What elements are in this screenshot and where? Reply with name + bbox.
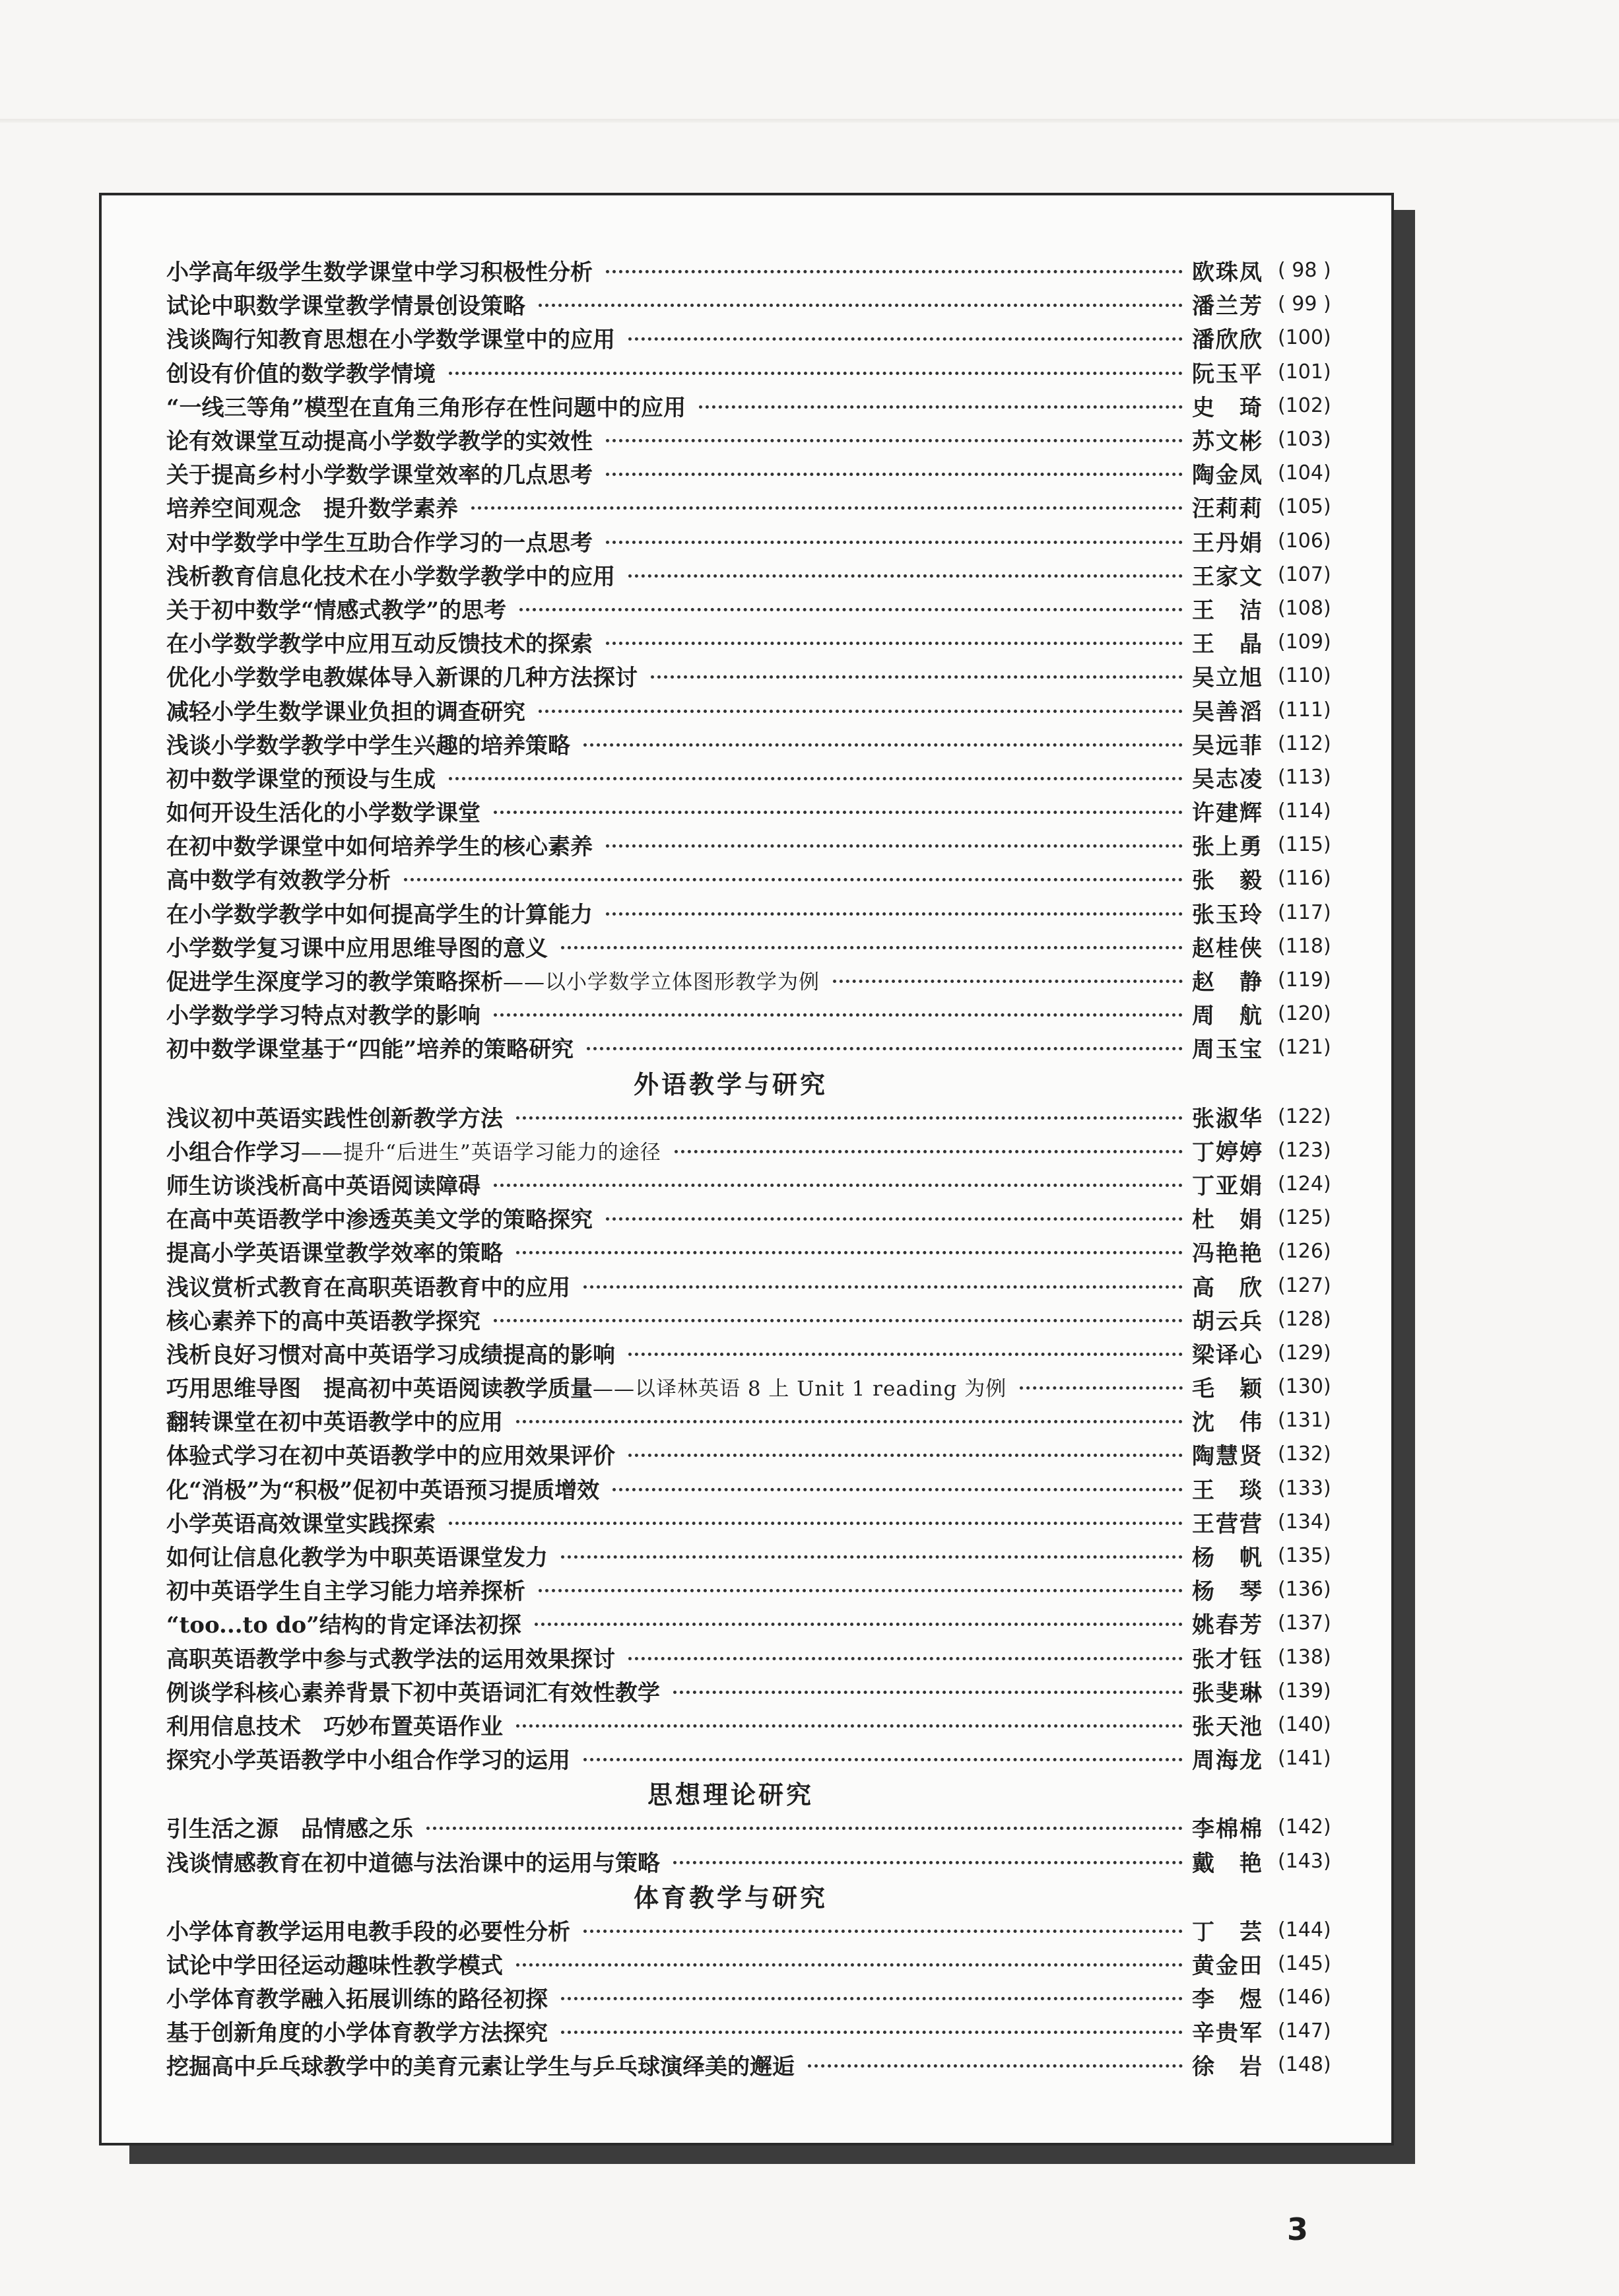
entry-author: 冯艳艳 [1192, 1240, 1263, 1267]
dot-leader [833, 980, 1183, 983]
entry-page: ( 98 ) [1278, 259, 1331, 283]
toc-entry [166, 692, 1335, 726]
entry-title: 探究小学英语教学中小组合作学习的运用 [166, 1747, 570, 1774]
entry-title: “一线三等角”模型在直角三角形存在性问题中的应用 [166, 394, 686, 421]
dot-leader [1020, 1386, 1183, 1390]
toc-entry [166, 1268, 1335, 1302]
entry-title: 巧用思维导图 提高初中英语阅读教学质量 [166, 1376, 593, 1403]
dot-leader [535, 1623, 1183, 1626]
dot-leader [494, 1013, 1183, 1017]
entry-author: 戴 艳 [1192, 1850, 1263, 1877]
dot-leader [561, 946, 1183, 949]
dot-leader [606, 473, 1183, 476]
dot-leader [494, 1319, 1183, 1322]
entry-author: 苏文彬 [1192, 428, 1263, 456]
toc-entry [166, 1708, 1335, 1741]
entry-page: (125) [1278, 1206, 1331, 1230]
entry-title: 减轻小学生数学课业负担的调查研究 [166, 698, 525, 726]
entry-title: 在小学数学教学中如何提高学生的计算能力 [166, 901, 593, 928]
entry-title: 例谈学科核心素养背景下初中英语词汇有效性教学 [166, 1679, 660, 1706]
toc-entry [166, 558, 1335, 591]
entry-author: 吴立旭 [1192, 665, 1263, 692]
table-of-contents [166, 253, 1335, 2082]
entry-page: (145) [1278, 1951, 1331, 1975]
entry-page: (147) [1278, 2019, 1331, 2043]
entry-page: (116) [1278, 867, 1331, 891]
dot-leader [561, 1997, 1183, 2000]
entry-page: (138) [1278, 1645, 1331, 1669]
entry-page: (130) [1278, 1375, 1331, 1399]
entry-page: (114) [1278, 799, 1331, 823]
dot-leader [673, 1861, 1183, 1864]
toc-entry [166, 1167, 1335, 1201]
entry-author: 张上勇 [1192, 834, 1263, 861]
toc-entry [166, 1234, 1335, 1268]
entry-author: 辛贵军 [1192, 2020, 1263, 2047]
entry-page: (132) [1278, 1442, 1331, 1466]
entry-title: 促进学生深度学习的教学策略探析 [166, 969, 503, 996]
entry-author: 毛 颖 [1192, 1376, 1263, 1403]
entry-author: 周 航 [1192, 1003, 1263, 1030]
entry-page: (141) [1278, 1747, 1331, 1771]
entry-page: (126) [1278, 1240, 1331, 1264]
entry-title: 在初中数学课堂中如何培养学生的核心素养 [166, 834, 593, 861]
toc-entry [166, 828, 1335, 861]
entry-title: 化“消极”为“积极”促初中英语预习提质增效 [166, 1477, 600, 1504]
entry-page: (128) [1278, 1307, 1331, 1331]
dot-leader [494, 1184, 1183, 1187]
toc-entry [166, 1302, 1335, 1336]
toc-entry [166, 524, 1335, 558]
toc-entry [166, 591, 1335, 625]
dot-leader [494, 811, 1183, 814]
entry-page: (112) [1278, 731, 1331, 755]
entry-title: 论有效课堂互动提高小学数学教学的实效性 [166, 428, 593, 456]
dot-leader [449, 777, 1183, 780]
entry-page: (139) [1278, 1679, 1331, 1703]
entry-title: 创设有价值的数学教学情境 [166, 360, 436, 388]
entry-author: 胡云兵 [1192, 1308, 1263, 1335]
entry-author: 许建辉 [1192, 800, 1263, 827]
entry-author: 史 琦 [1192, 394, 1263, 421]
toc-entry [166, 963, 1335, 997]
entry-author: 潘兰芳 [1192, 293, 1263, 320]
entry-page: (109) [1278, 630, 1331, 654]
entry-author: 徐 岩 [1192, 2054, 1263, 2081]
entry-title: 高职英语教学中参与式教学法的运用效果探讨 [166, 1646, 615, 1673]
dot-leader [516, 1420, 1183, 1423]
entry-author: 姚春芳 [1192, 1612, 1263, 1639]
entry-page: (146) [1278, 1986, 1331, 2009]
header-rule [0, 119, 1619, 123]
toc-entry [166, 1947, 1335, 1980]
toc-entry [166, 1100, 1335, 1133]
entry-title: 基于创新角度的小学体育教学方法探究 [166, 2020, 548, 2047]
toc-entry [166, 1674, 1335, 1708]
entry-page: (111) [1278, 698, 1331, 722]
toc-entry [166, 760, 1335, 794]
entry-page: (101) [1278, 360, 1331, 384]
page-number: 3 [1287, 2212, 1309, 2247]
dot-leader [808, 2064, 1183, 2068]
entry-author: 杨 琴 [1192, 1578, 1263, 1605]
entry-title: 小学英语高效课堂实践探索 [166, 1510, 436, 1537]
entry-author: 丁亚娟 [1192, 1172, 1263, 1199]
entry-title: 师生访谈浅析高中英语阅读障碍 [166, 1172, 480, 1199]
section-heading: 体育教学与研究 [633, 1883, 828, 1912]
entry-author: 丁婷婷 [1192, 1139, 1263, 1166]
entry-author: 黄金田 [1192, 1952, 1263, 1979]
entry-page: (142) [1278, 1815, 1331, 1839]
entry-page: (103) [1278, 428, 1331, 452]
entry-page: (120) [1278, 1002, 1331, 1026]
entry-author: 张才钰 [1192, 1646, 1263, 1673]
entry-title: 优化小学数学电教媒体导入新课的几种方法探讨 [166, 665, 638, 692]
entry-page: ( 99 ) [1278, 292, 1331, 316]
dot-leader [673, 1691, 1183, 1694]
toc-entry [166, 861, 1335, 895]
dot-leader [449, 372, 1183, 375]
dot-leader [561, 1555, 1183, 1559]
toc-entry [166, 1913, 1335, 1947]
entry-author: 吴远菲 [1192, 732, 1263, 759]
entry-title: 试论中学田径运动趣味性教学模式 [166, 1952, 503, 1979]
toc-entry [166, 1505, 1335, 1539]
entry-page: (136) [1278, 1578, 1331, 1602]
entry-author: 潘欣欣 [1192, 327, 1263, 354]
entry-title: 小学体育教学运用电教手段的必要性分析 [166, 1918, 570, 1945]
dot-leader [404, 878, 1183, 881]
dot-leader [449, 1522, 1183, 1525]
entry-title: 在小学数学教学中应用互动反馈技术的探索 [166, 631, 593, 658]
entry-subtitle: ——以小学数学立体图形教学为例 [503, 970, 820, 995]
toc-entry [166, 727, 1335, 760]
dot-leader [606, 642, 1183, 645]
entry-title: 浅议初中英语实践性创新教学方法 [166, 1105, 503, 1132]
entry-author: 高 欣 [1192, 1274, 1263, 1301]
entry-page: (140) [1278, 1712, 1331, 1736]
dot-leader [612, 1488, 1183, 1491]
dot-leader [699, 405, 1183, 409]
entry-author: 王 洁 [1192, 597, 1263, 624]
dot-leader [516, 1963, 1183, 1967]
entry-subtitle: ——以译林英语 8 上 Unit 1 reading 为例 [593, 1377, 1007, 1401]
entry-page: (134) [1278, 1510, 1331, 1534]
toc-entry [166, 1572, 1335, 1606]
entry-title: 利用信息技术 巧妙布置英语作业 [166, 1713, 503, 1740]
entry-author: 张淑华 [1192, 1105, 1263, 1132]
toc-entry [166, 1370, 1335, 1403]
dot-leader [675, 1150, 1183, 1153]
entry-author: 张 毅 [1192, 867, 1263, 895]
entry-page: (105) [1278, 495, 1331, 519]
entry-author: 沈 伟 [1192, 1409, 1263, 1436]
entry-title: 初中英语学生自主学习能力培养探析 [166, 1578, 525, 1605]
entry-title: 浅谈陶行知教育思想在小学数学课堂中的应用 [166, 327, 615, 354]
toc-entry [166, 1201, 1335, 1234]
dot-leader [583, 1930, 1183, 1933]
entry-page: (137) [1278, 1611, 1331, 1635]
entry-author: 王家文 [1192, 563, 1263, 590]
entry-title: 如何开设生活化的小学数学课堂 [166, 800, 480, 827]
toc-entry [166, 1539, 1335, 1572]
dot-leader [606, 439, 1183, 442]
entry-page: (118) [1278, 934, 1331, 958]
entry-page: (124) [1278, 1172, 1331, 1196]
entry-author: 李 煜 [1192, 1986, 1263, 2013]
entry-title: 关于提高乡村小学数学课堂效率的几点思考 [166, 462, 593, 489]
toc-entry [166, 1471, 1335, 1505]
entry-subtitle: ——提升“后进生”英语学习能力的途径 [301, 1140, 661, 1165]
entry-title: 试论中职数学课堂教学情景创设策略 [166, 293, 525, 320]
entry-author: 周玉宝 [1192, 1036, 1263, 1064]
dot-leader [519, 608, 1183, 611]
entry-title: 提高小学英语课堂教学效率的策略 [166, 1240, 503, 1267]
entry-title: 在高中英语教学中渗透英美文学的策略探究 [166, 1207, 593, 1234]
entry-page: (115) [1278, 833, 1331, 857]
entry-title: 浅谈小学数学教学中学生兴趣的培养策略 [166, 732, 570, 759]
entry-title: 对中学数学中学生互助合作学习的一点思考 [166, 529, 593, 557]
entry-title: 初中数学课堂的预设与生成 [166, 766, 436, 793]
toc-entry [166, 929, 1335, 963]
entry-title: 浅议赏析式教育在高职英语教育中的应用 [166, 1274, 570, 1301]
dot-leader [516, 1724, 1183, 1728]
toc-entry [166, 253, 1335, 287]
entry-page: (119) [1278, 968, 1331, 992]
entry-author: 欧珠凤 [1192, 259, 1263, 287]
section-heading: 外语教学与研究 [633, 1069, 828, 1099]
toc-entry [166, 997, 1335, 1030]
entry-title: 挖掘高中乒乓球教学中的美育元素让学生与乒乓球演绎美的邂逅 [166, 2054, 795, 2081]
entry-page: (107) [1278, 562, 1331, 586]
entry-author: 王 晶 [1192, 631, 1263, 658]
toc-entry [166, 1844, 1335, 1877]
entry-page: (106) [1278, 529, 1331, 553]
dot-leader [628, 574, 1183, 578]
toc-entry [166, 1336, 1335, 1370]
entry-author: 王 琰 [1192, 1477, 1263, 1504]
entry-page: (123) [1278, 1138, 1331, 1162]
toc-entry [166, 321, 1335, 355]
toc-entry [166, 355, 1335, 389]
entry-page: (131) [1278, 1409, 1331, 1433]
toc-entry [166, 1403, 1335, 1437]
entry-title: “too...to do”结构的肯定译法初探 [166, 1612, 521, 1639]
entry-title: 高中数学有效教学分析 [166, 867, 391, 895]
dot-leader [583, 1285, 1183, 1289]
entry-page: (143) [1278, 1849, 1331, 1873]
dot-leader [583, 1758, 1183, 1761]
entry-author: 杜 娟 [1192, 1207, 1263, 1234]
toc-entry [166, 422, 1335, 456]
dot-leader [539, 1589, 1183, 1592]
entry-author: 李棉棉 [1192, 1816, 1263, 1843]
entry-page: (104) [1278, 461, 1331, 485]
entry-title: 小学高年级学生数学课堂中学习积极性分析 [166, 259, 593, 287]
toc-entry [166, 625, 1335, 659]
toc-entry [166, 1640, 1335, 1674]
entry-title: 浅谈情感教育在初中道德与法治课中的运用与策略 [166, 1850, 660, 1877]
toc-entry [166, 2014, 1335, 2048]
dot-leader [628, 1454, 1183, 1457]
toc-entry [166, 1133, 1335, 1167]
entry-page: (135) [1278, 1544, 1331, 1568]
entry-title: 小学体育教学融入拓展训练的路径初探 [166, 1986, 548, 2013]
toc-entry [166, 896, 1335, 929]
entry-page: (108) [1278, 596, 1331, 620]
entry-page: (148) [1278, 2053, 1331, 2077]
dot-leader [606, 1217, 1183, 1221]
entry-title: 核心素养下的高中英语教学探究 [166, 1308, 480, 1335]
entry-title: 培养空间观念 提升数学素养 [166, 496, 458, 523]
toc-entry [166, 1030, 1335, 1064]
entry-author: 陶金凤 [1192, 462, 1263, 489]
toc-entry [166, 1810, 1335, 1844]
entry-page: (133) [1278, 1476, 1331, 1500]
entry-author: 赵桂侠 [1192, 935, 1263, 962]
entry-title: 关于初中数学“情感式教学”的思考 [166, 597, 507, 624]
entry-title: 小学数学复习课中应用思维导图的意义 [166, 935, 548, 962]
entry-page: (102) [1278, 393, 1331, 417]
dot-leader [606, 844, 1183, 848]
entry-author: 张斐琳 [1192, 1679, 1263, 1706]
dot-leader [539, 304, 1183, 307]
toc-entry [166, 389, 1335, 422]
toc-entry [166, 1741, 1335, 1775]
toc-entry [166, 1606, 1335, 1640]
toc-entry [166, 287, 1335, 321]
entry-title: 引生活之源 品情感之乐 [166, 1816, 413, 1843]
dot-leader [651, 675, 1183, 679]
entry-page: (113) [1278, 765, 1331, 789]
entry-page: (100) [1278, 326, 1331, 350]
entry-author: 张天池 [1192, 1713, 1263, 1740]
entry-author: 周海龙 [1192, 1747, 1263, 1774]
entry-page: (127) [1278, 1273, 1331, 1297]
entry-page: (129) [1278, 1341, 1331, 1365]
entry-page: (117) [1278, 900, 1331, 924]
entry-author: 吴志凌 [1192, 766, 1263, 793]
entry-title: 浅析良好习惯对高中英语学习成绩提高的影响 [166, 1341, 615, 1368]
dot-leader [539, 710, 1183, 713]
entry-author: 赵 静 [1192, 969, 1263, 996]
dot-leader [606, 541, 1183, 544]
entry-title: 初中数学课堂基于“四能”培养的策略研究 [166, 1036, 574, 1064]
entry-author: 吴善滔 [1192, 698, 1263, 726]
section-heading: 思想理论研究 [647, 1780, 814, 1810]
toc-entry [166, 1980, 1335, 2014]
dot-leader [587, 1047, 1183, 1050]
dot-leader [628, 1353, 1183, 1356]
entry-page: (122) [1278, 1104, 1331, 1128]
dot-leader [516, 1116, 1183, 1120]
entry-title: 如何让信息化教学为中职英语课堂发力 [166, 1545, 548, 1572]
entry-author: 汪莉莉 [1192, 496, 1263, 523]
toc-entry [166, 490, 1335, 523]
entry-author: 张玉玲 [1192, 901, 1263, 928]
entry-title: 小学数学学习特点对教学的影响 [166, 1003, 480, 1030]
entry-title: 翻转课堂在初中英语教学中的应用 [166, 1409, 503, 1436]
entry-author: 阮玉平 [1192, 360, 1263, 388]
dot-leader [426, 1827, 1183, 1830]
entry-page: (144) [1278, 1918, 1331, 1941]
dot-leader [516, 1251, 1183, 1254]
dot-leader [628, 1657, 1183, 1660]
entry-author: 杨 帆 [1192, 1545, 1263, 1572]
entry-author: 丁 芸 [1192, 1918, 1263, 1945]
entry-author: 梁译心 [1192, 1341, 1263, 1368]
entry-author: 王丹娟 [1192, 529, 1263, 557]
dot-leader [561, 2031, 1183, 2034]
entry-title: 浅析教育信息化技术在小学数学教学中的应用 [166, 563, 615, 590]
toc-entry [166, 659, 1335, 692]
entry-author: 陶慧贤 [1192, 1443, 1263, 1470]
toc-entry [166, 2048, 1335, 2081]
dot-leader [583, 743, 1183, 747]
entry-title: 体验式学习在初中英语教学中的应用效果评价 [166, 1443, 615, 1470]
dot-leader [628, 337, 1183, 341]
dot-leader [606, 270, 1183, 273]
entry-page: (121) [1278, 1036, 1331, 1060]
entry-page: (110) [1278, 664, 1331, 688]
dot-leader [471, 506, 1183, 510]
toc-entry [166, 456, 1335, 490]
dot-leader [606, 912, 1183, 916]
toc-entry [166, 794, 1335, 828]
toc-entry [166, 1437, 1335, 1471]
entry-title: 小组合作学习 [166, 1139, 301, 1166]
entry-author: 王营营 [1192, 1510, 1263, 1537]
